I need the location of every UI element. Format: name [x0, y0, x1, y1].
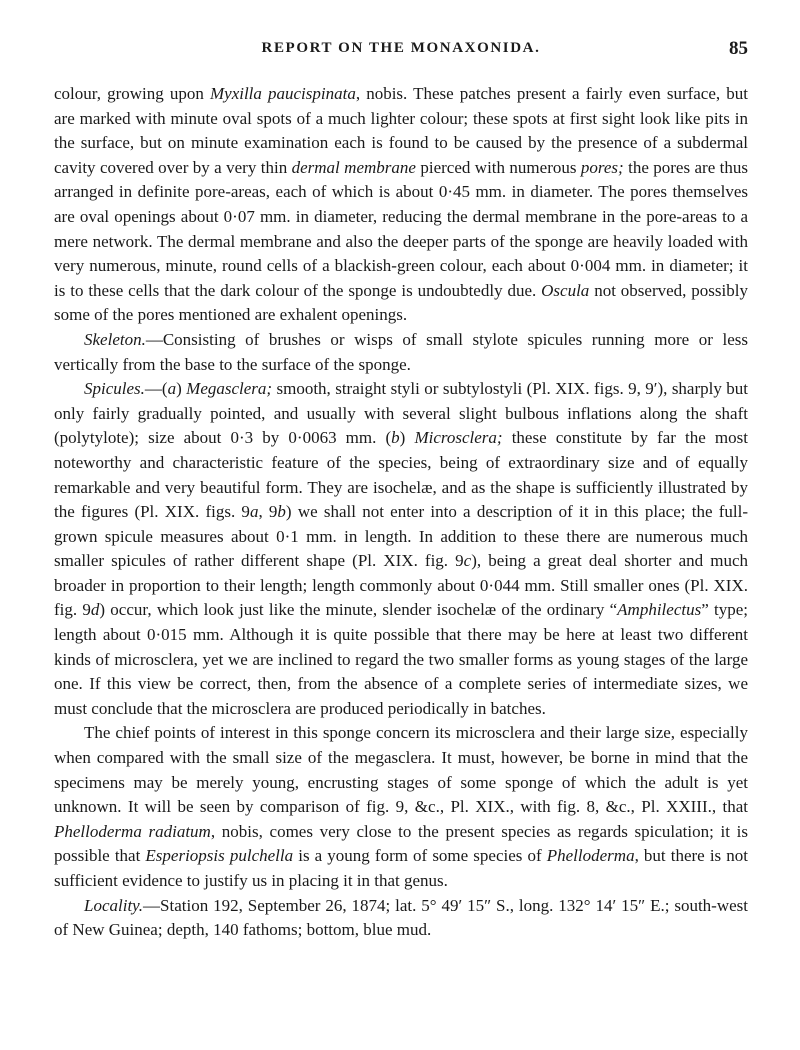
- text-run: colour, growing upon: [54, 84, 210, 103]
- italic-text: Phelloderma radiatum: [54, 821, 211, 841]
- page-number: 85: [729, 38, 748, 59]
- text-run: ): [176, 379, 187, 399]
- paragraph-spicules: [54, 377, 748, 721]
- paragraph-skeleton: [54, 328, 748, 377]
- text-run: ) occur, which look just like the minute, slender isochelæ of the ordinary “: [99, 600, 618, 620]
- text-run: ), being a great deal shorter and much broader in proportion to their length; length commonly about 0·044 mm. Still smaller ones (Pl. XIX. fig. 9: [54, 551, 748, 620]
- paragraph-description: [54, 82, 748, 328]
- italic-text: Locality.: [84, 895, 144, 915]
- text-run: , but there is not sufficient evidence to justify us in placing it in that genus.: [54, 846, 748, 890]
- text-run: ” type; length about 0·015 mm. Although it is quite possible that there may be here at least two different kinds of microsclera, yet we are inclined to regard the two smaller forms as young stages of the large one. If this view be correct, then, from the absence of a complete series of intermediate sizes, we must conclude that the microsclera are produced periodically in batches.: [54, 600, 748, 718]
- text-run: —Station 192, September 26, 1874; lat. 5° 49′ 15″ S., long. 132° 14′ 15″ E.; south-west of New Guinea; depth, 140 fathoms; bottom, blue mud.: [54, 895, 748, 940]
- text-run: pierced with numerous: [415, 157, 581, 177]
- italic-text: Oscula: [541, 280, 590, 300]
- italic-text: b: [391, 428, 400, 448]
- italic-text: Spicules.: [84, 379, 145, 399]
- italic-text: Esperiopsis pulchella: [145, 846, 294, 866]
- text-run: —Consisting of brushes or wisps of small stylote spicules running more or less vertically from the base to the surface of the sponge.: [54, 329, 748, 374]
- text-run: the pores are thus arranged in definite pore-areas, each of which is about 0·45 mm. in diameter. The pores themselves are oval openings about 0·07 mm. in diameter, reducing the dermal membrane in the pore-areas to a mere network. The dermal membrane and also the deeper parts of the sponge are heavily loaded with very numerous, minute, round cells of a blackish-green colour, each about 0·004 mm. in diameter; it is to these cells that the dark colour of the sponge is undoubtedly due.: [54, 157, 749, 300]
- italic-text: Megasclera;: [186, 379, 273, 399]
- italic-text: Myxilla paucispinata: [209, 84, 356, 103]
- italic-text: dermal membrane: [291, 157, 416, 177]
- text-run: —(: [144, 379, 168, 399]
- text-run: these constitute by far the most noteworthy and characteristic feature of the species, being of extraordinary size and of equally remarkable and very beautiful form. They are isochelæ, and as the shape is sufficiently illustrated by the figures (Pl. XIX. figs. 9: [54, 428, 748, 522]
- italic-text: Phelloderma: [546, 846, 635, 866]
- text-run: ) we shall not enter into a description of it in this place; the full-grown spicule measures about 0·1 mm. in length. In addition to these there are numerous much smaller spicules of rather different shape (Pl. XIX. fig. 9: [54, 502, 748, 571]
- italic-text: pores;: [580, 157, 624, 177]
- text-run: not observed, possibly some of the pores mentioned are exhalent openings.: [54, 280, 748, 325]
- italic-text: d: [90, 600, 100, 620]
- text-run: , 9: [258, 502, 278, 522]
- italic-text: b: [277, 502, 286, 522]
- text-run: smooth, straight styli or subtylostyli (Pl. XIX. figs. 9, 9′), sharply but only fairly gradually pointed, and usually with several slight bulbous inflations along the shaft (polytylote); size about 0·3 by 0·0063 mm. (: [54, 379, 748, 448]
- document-page: [54, 38, 748, 943]
- body-text: [54, 82, 748, 943]
- text-run: is a young form of some species of: [293, 846, 547, 866]
- italic-text: Microsclera;: [414, 428, 503, 448]
- italic-text: Amphilectus: [617, 600, 702, 620]
- paragraph-discussion: [54, 721, 748, 893]
- text-run: The chief points of interest in this sponge concern its microsclera and their large size, especially when compared with the small size of the megasclera. It must, however, be borne in mind that the specimens may be merely young, encrusting stages of some sponge of which the adult is yet unknown. It will be seen by comparison of fig. 9, &c., Pl. XIX., with fig. 8, &c., Pl. XXIII., that: [54, 723, 748, 817]
- italic-text: c: [463, 551, 472, 571]
- italic-text: Skeleton.: [84, 329, 146, 349]
- italic-text: a: [249, 502, 259, 522]
- text-run: ): [399, 428, 415, 448]
- paragraph-locality: [54, 894, 748, 943]
- italic-text: a: [167, 379, 177, 399]
- running-header: [54, 38, 748, 64]
- text-run: , nobis, comes very close to the present species as regards spiculation; it is possible that: [54, 821, 748, 866]
- text-run: , nobis. These patches present a fairly even surface, but are marked with minute oval spots of a much lighter colour; these spots at first sight look like pits in the surface, but on minute examination each is found to be caused by the presence of a subdermal cavity covered over by a very thin: [54, 84, 748, 177]
- running-title: REPORT ON THE MONAXONIDA.: [261, 40, 541, 56]
